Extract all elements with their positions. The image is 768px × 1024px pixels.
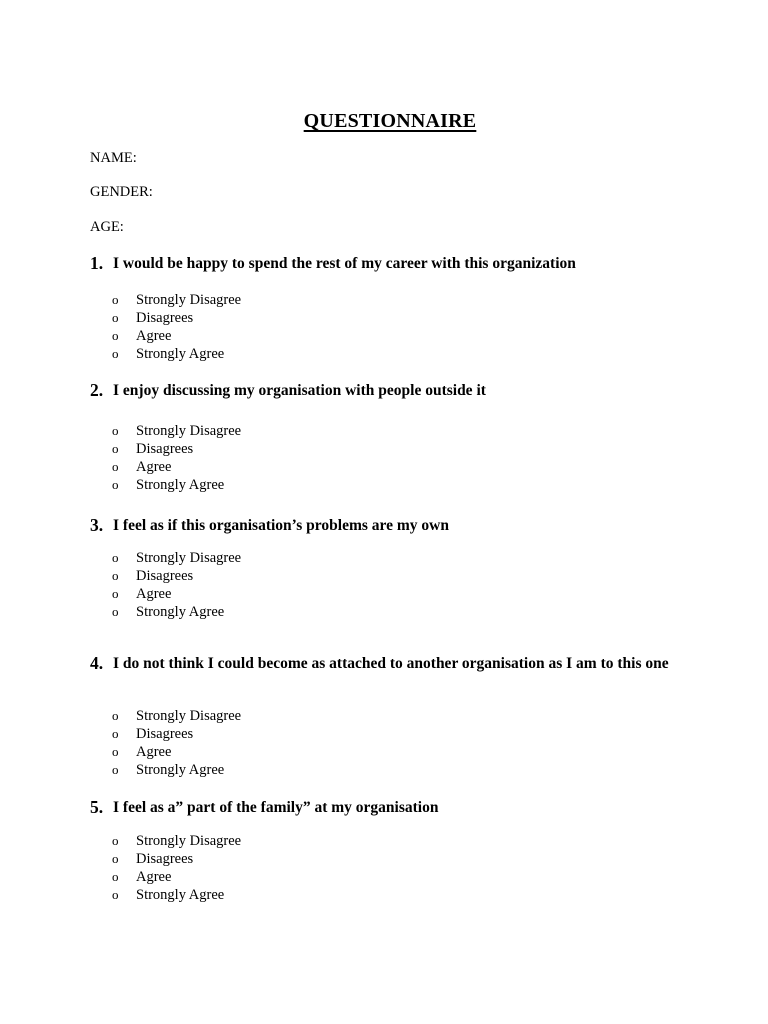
question-text: I do not think I could become as attached to another organisation as I am to this one (113, 655, 669, 672)
question-text: I would be happy to spend the rest of my career with this organization (113, 255, 576, 272)
question-number: 4. (90, 653, 104, 673)
option-label: Agree (136, 459, 172, 475)
page-title: QUESTIONNAIRE (303, 110, 477, 132)
bullet-icon: o (112, 887, 119, 902)
option-label: Agree (136, 744, 172, 760)
gender-field-label: GENDER: (90, 184, 153, 200)
option-label: Disagrees (136, 310, 194, 326)
bullet-icon: o (112, 762, 119, 777)
bullet-icon: o (112, 477, 119, 492)
bullet-icon: o (112, 550, 119, 565)
question-3 (90, 516, 690, 536)
question-text: I feel as a” part of the family” at my organisation (113, 799, 439, 816)
option-label: Strongly Agree (136, 477, 225, 493)
option-label: Strongly Disagree (136, 708, 242, 724)
bullet-icon: o (112, 726, 119, 741)
option-label: Strongly Disagree (136, 292, 242, 308)
option-label: Agree (136, 586, 172, 602)
question-text: I enjoy discussing my organisation with people outside it (113, 382, 486, 399)
option-label: Strongly Disagree (136, 833, 242, 849)
question-4 (90, 654, 690, 674)
bullet-icon: o (112, 441, 119, 456)
question-5 (90, 798, 690, 818)
question-text: I feel as if this organisation’s problems are my own (113, 517, 449, 534)
option-label: Strongly Disagree (136, 423, 242, 439)
question-number: 3. (90, 515, 104, 535)
question-2 (90, 381, 690, 401)
bullet-icon: o (112, 328, 119, 343)
option-label: Strongly Agree (136, 887, 225, 903)
bullet-icon: o (112, 568, 119, 583)
option-label: Agree (136, 869, 172, 885)
option-label: Disagrees (136, 726, 194, 742)
option-label: Disagrees (136, 441, 194, 457)
question-1 (90, 254, 690, 274)
question-number: 5. (90, 797, 104, 817)
bullet-icon: o (112, 292, 119, 307)
bullet-icon: o (112, 310, 119, 325)
bullet-icon: o (112, 604, 119, 619)
bullet-icon: o (112, 708, 119, 723)
bullet-icon: o (112, 586, 119, 601)
option-label: Disagrees (136, 851, 194, 867)
question-number: 2. (90, 380, 104, 400)
bullet-icon: o (112, 851, 119, 866)
option-label: Strongly Agree (136, 346, 225, 362)
bullet-icon: o (112, 346, 119, 361)
option-label: Disagrees (136, 568, 194, 584)
bullet-icon: o (112, 423, 119, 438)
bullet-icon: o (112, 459, 119, 474)
option-label: Strongly Agree (136, 762, 225, 778)
option-label: Strongly Disagree (136, 550, 242, 566)
question-number: 1. (90, 253, 104, 273)
option-label: Agree (136, 328, 172, 344)
bullet-icon: o (112, 833, 119, 848)
bullet-icon: o (112, 869, 119, 884)
age-field-label: AGE: (90, 219, 124, 235)
option-label: Strongly Agree (136, 604, 225, 620)
bullet-icon: o (112, 744, 119, 759)
name-field-label: NAME: (90, 150, 137, 166)
